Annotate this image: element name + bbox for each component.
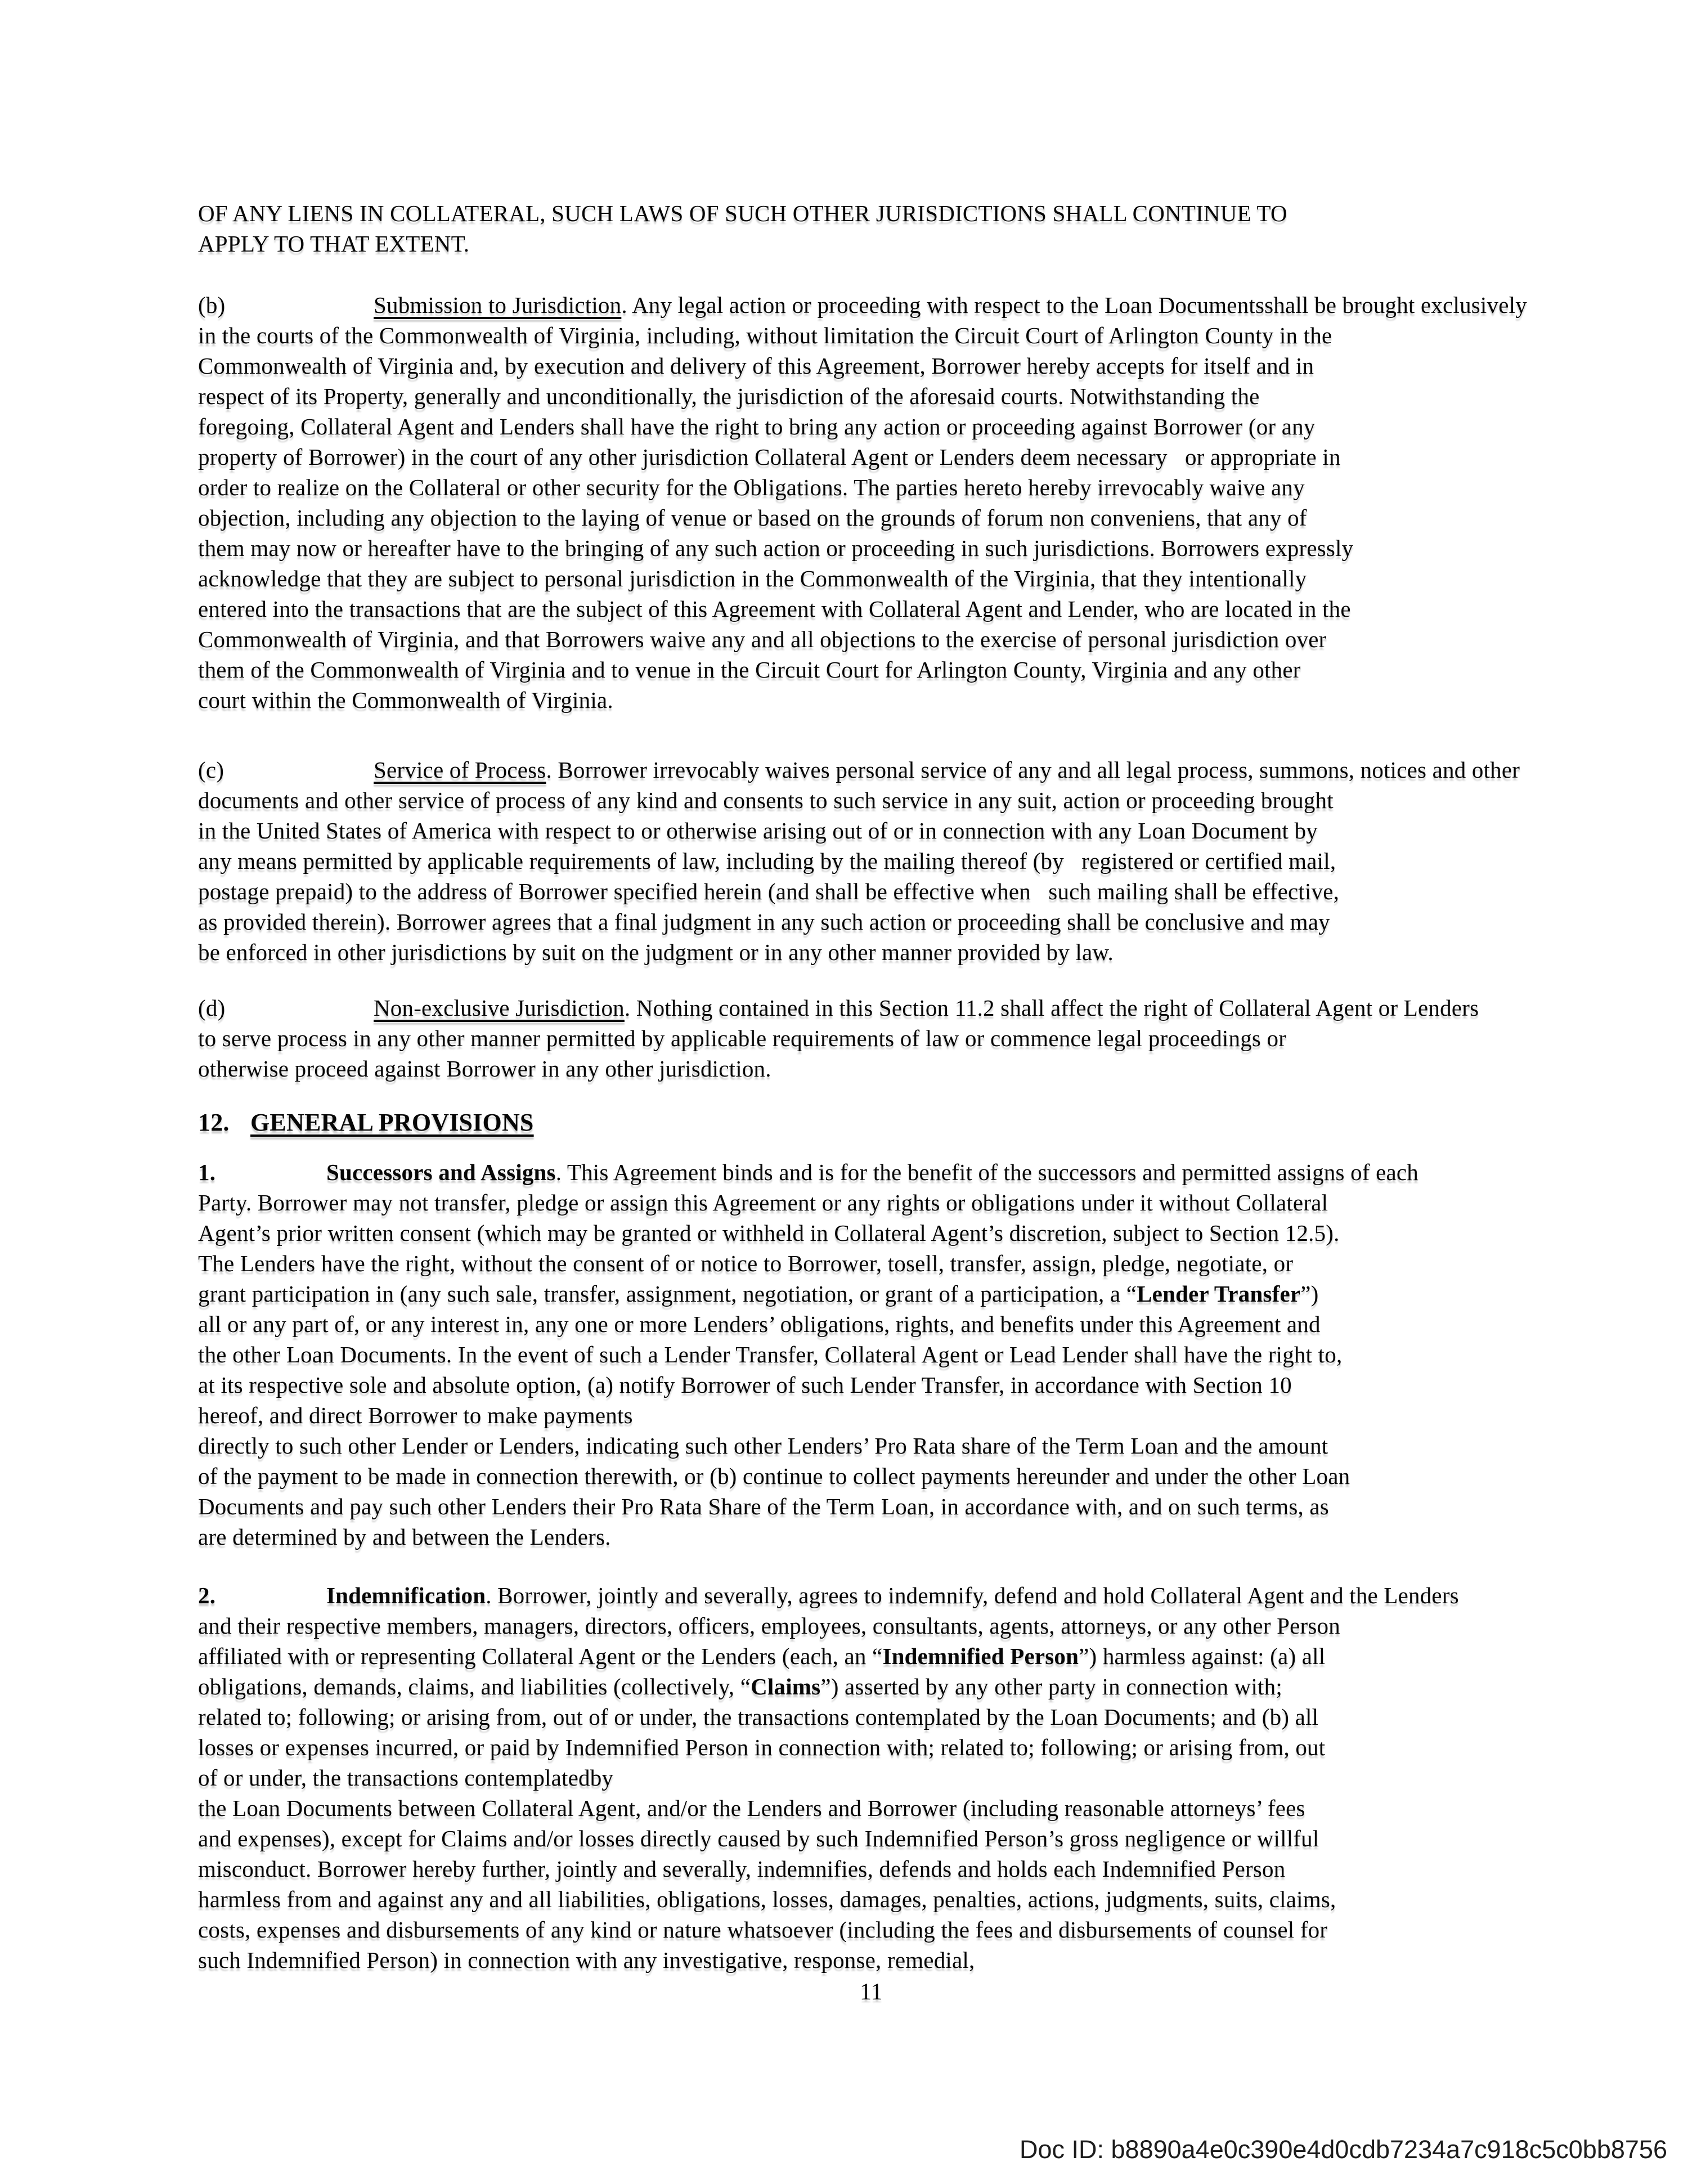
clause-d-non-exclusive-jurisdiction: [198, 993, 1479, 1084]
text-run: them of the Commonwealth of Virginia and to venue in the Circuit Court for Arlington County, Virginia and any other: [198, 657, 1301, 683]
text-line: [198, 1732, 1459, 1763]
text-run: acknowledge that they are subject to personal jurisdiction in the Commonwealth of the Virginia, that they intentionally: [198, 566, 1307, 591]
text-line: [198, 594, 1527, 624]
text-run: ”) asserted by any other party in connection with;: [820, 1674, 1282, 1699]
clause-b-submission-to-jurisdiction: [198, 290, 1527, 715]
text-run: all or any part of, or any interest in, any one or more Lenders’ obligations, rights, and benefits under this Agreement and: [198, 1311, 1321, 1337]
text-run: such Indemnified Person) in connection with any investigative, response, remedial,: [198, 1947, 975, 1973]
text-line: [198, 320, 1527, 351]
text-run: in the courts of the Commonwealth of Virginia, including, without limitation the Circuit Court of Arlington County in the: [198, 322, 1332, 348]
text-run: ”) harmless against: (a) all: [1079, 1643, 1326, 1669]
text-line: [198, 1339, 1418, 1370]
list-label: (c): [198, 757, 225, 783]
item-1-successors-and-assigns: [198, 1157, 1418, 1552]
text-run: them may now or hereafter have to the bringing of any such action or proceeding in such jurisdictions. Borrowers expressly: [198, 535, 1354, 561]
text-line: [198, 1763, 1459, 1793]
text-line: [198, 876, 1520, 907]
text-line: [198, 1157, 1418, 1187]
text-run: otherwise proceed against Borrower in any other jurisdiction.: [198, 1056, 771, 1082]
text-run: . Borrower irrevocably waives personal service of any and all legal process, summons, notices and other: [546, 757, 1520, 783]
text-line: [198, 1107, 534, 1138]
text-line: [198, 1023, 1479, 1053]
text-line: [198, 1248, 1418, 1279]
list-label: 1.: [198, 1159, 216, 1185]
list-label: (d): [198, 995, 226, 1021]
list-label: 2.: [198, 1582, 216, 1608]
list-label: (b): [198, 292, 226, 318]
clause-c-service-of-process: [198, 755, 1520, 967]
text-run: hereof, and direct Borrower to make payments: [198, 1402, 633, 1428]
text-line: [198, 1945, 1459, 1975]
text-line: [198, 472, 1527, 503]
text-run: Service of Process: [374, 757, 546, 783]
text-run: respect of its Property, generally and unconditionally, the jurisdiction of the aforesaid courts. Notwithstanding the: [198, 383, 1260, 409]
text-run: Submission to Jurisdiction: [374, 292, 622, 318]
text-run: the Loan Documents between Collateral Agent, and/or the Lenders and Borrower (including reasonable attorneys’ fees: [198, 1795, 1305, 1821]
text-run: and their respective members, managers, directors, officers, employees, consultants, agents, attorneys, or any other Person: [198, 1613, 1340, 1639]
text-run: at its respective sole and absolute option, (a) notify Borrower of such Lender Transfer, in accordance with Section 10: [198, 1372, 1292, 1398]
text-run: Agent’s prior written consent (which may be granted or withheld in Collateral Agent’s discretion, subject to Section 12.5).: [198, 1220, 1340, 1246]
text-run: order to realize on the Collateral or other security for the Obligations. The parties hereto hereby irrevocably waive any: [198, 474, 1305, 500]
text-run: APPLY TO THAT EXTENT.: [198, 231, 470, 257]
preamble-paragraph: [198, 198, 1287, 259]
text-run: affiliated with or representing Collateral Agent or the Lenders (each, an “: [198, 1643, 883, 1669]
text-line: [198, 624, 1527, 654]
text-line: [198, 503, 1527, 533]
text-run: OF ANY LIENS IN COLLATERAL, SUCH LAWS OF SUCH OTHER JURISDICTIONS SHALL CONTINUE TO: [198, 200, 1287, 226]
text-line: [198, 846, 1520, 876]
text-run: . Nothing contained in this Section 11.2 shall affect the right of Collateral Agent or Lenders: [624, 995, 1479, 1021]
text-run: of or under, the transactions contemplatedby: [198, 1765, 614, 1791]
text-line: [198, 1522, 1418, 1552]
text-run: harmless from and against any and all liabilities, obligations, losses, damages, penalties, actions, judgments, suits, claims,: [198, 1886, 1336, 1912]
text-line: [198, 351, 1527, 381]
text-run: . Any legal action or proceeding with respect to the Loan Documentsshall be brought exclusively: [621, 292, 1527, 318]
text-line: [198, 1400, 1418, 1430]
item-2-indemnification: [198, 1580, 1459, 1975]
text-line: [198, 1884, 1459, 1914]
text-line: [198, 785, 1520, 815]
text-run: Non-exclusive Jurisdiction: [374, 995, 625, 1021]
text-run: Commonwealth of Virginia and, by execution and delivery of this Agreement, Borrower hereby accepts for itself and in: [198, 353, 1314, 379]
text-run: documents and other service of process of any kind and consents to such service in any suit, action or proceeding brought: [198, 787, 1334, 813]
text-run: Documents and pay such other Lenders their Pro Rata Share of the Term Loan, in accordance with, and on such terms, as: [198, 1494, 1329, 1519]
text-run: of the payment to be made in connection therewith, or (b) continue to collect payments hereunder and under the other Loan: [198, 1463, 1350, 1489]
text-line: [198, 1671, 1459, 1702]
text-run: Lender Transfer: [1137, 1281, 1301, 1307]
section-heading: [198, 1107, 534, 1138]
list-label: 12.: [198, 1109, 230, 1136]
text-run: the other Loan Documents. In the event of such a Lender Transfer, Collateral Agent or Lead Lender shall have the right to,: [198, 1342, 1343, 1367]
text-run: Successors and Assigns: [326, 1159, 556, 1185]
text-line: [198, 1370, 1418, 1400]
text-line: [198, 1793, 1459, 1823]
text-line: [198, 1491, 1418, 1522]
text-run: be enforced in other jurisdictions by suit on the judgment or in any other manner provided by law.: [198, 939, 1114, 965]
text-line: [198, 907, 1520, 937]
text-line: [198, 993, 1479, 1023]
text-run: Indemnification: [326, 1582, 486, 1608]
text-line: [198, 381, 1527, 411]
text-run: losses or expenses incurred, or paid by Indemnified Person in connection with; related to; following; or arising from, out: [198, 1734, 1326, 1760]
text-line: [198, 198, 1287, 228]
text-line: [198, 411, 1527, 442]
text-line: [198, 1461, 1418, 1491]
text-line: [198, 1430, 1418, 1461]
text-run: and expenses), except for Claims and/or losses directly caused by such Indemnified Person’s gross negligence or willful: [198, 1826, 1319, 1851]
text-line: [198, 1187, 1418, 1218]
text-run: Party. Borrower may not transfer, pledge or assign this Agreement or any rights or obligations under it without Collateral: [198, 1190, 1328, 1216]
text-line: [198, 1823, 1459, 1854]
text-run: GENERAL PROVISIONS: [250, 1109, 534, 1136]
text-run: . This Agreement binds and is for the benefit of the successors and permitted assigns of each: [555, 1159, 1419, 1185]
text-line: [198, 654, 1527, 685]
text-run: ”): [1300, 1281, 1319, 1307]
text-run: directly to such other Lender or Lenders, indicating such other Lenders’ Pro Rata share of the Term Loan and the amount: [198, 1433, 1328, 1459]
text-run: obligations, demands, claims, and liabilities (collectively, “: [198, 1674, 751, 1699]
text-run: misconduct. Borrower hereby further, jointly and severally, indemnifies, defends and holds each Indemnified Person: [198, 1856, 1286, 1882]
text-run: any means permitted by applicable requirements of law, including by the mailing thereof (by registered or certified mail,: [198, 848, 1336, 874]
text-line: [198, 1279, 1418, 1309]
text-line: [198, 1580, 1459, 1611]
text-run: Indemnified Person: [882, 1643, 1079, 1669]
text-run: Commonwealth of Virginia, and that Borrowers waive any and all objections to the exercise of personal jurisdiction over: [198, 626, 1327, 652]
text-line: [198, 290, 1527, 320]
text-run: postage prepaid) to the address of Borrower specified herein (and shall be effective when such mailing shall be effective,: [198, 878, 1340, 904]
text-line: [198, 228, 1287, 259]
text-run: as provided therein). Borrower agrees that a final judgment in any such action or proceeding shall be conclusive and may: [198, 909, 1330, 935]
text-run: foregoing, Collateral Agent and Lenders shall have the right to bring any action or proceeding against Borrower (or any: [198, 414, 1316, 440]
text-line: [198, 937, 1520, 967]
text-run: entered into the transactions that are the subject of this Agreement with Collateral Agent and Lender, who are located in the: [198, 596, 1351, 622]
text-run: objection, including any objection to the laying of venue or based on the grounds of forum non conveniens, that any of: [198, 505, 1307, 531]
text-line: [198, 1702, 1459, 1732]
text-line: [198, 563, 1527, 594]
text-line: [198, 1053, 1479, 1084]
text-run: to serve process in any other manner permitted by applicable requirements of law or commence legal proceedings or: [198, 1025, 1287, 1051]
text-run: are determined by and between the Lenders.: [198, 1524, 611, 1550]
text-line: [198, 1309, 1418, 1339]
text-line: [198, 815, 1520, 846]
text-line: [198, 1611, 1459, 1641]
text-run: property of Borrower) in the court of any other jurisdiction Collateral Agent or Lenders deem necessary or appropriate in: [198, 444, 1341, 470]
text-line: [198, 533, 1527, 563]
text-run: grant participation in (any such sale, transfer, assignment, negotiation, or grant of a participation, a “: [198, 1281, 1137, 1307]
text-run: court within the Commonwealth of Virginia.: [198, 687, 613, 713]
text-line: [198, 1218, 1418, 1248]
text-run: costs, expenses and disbursements of any kind or nature whatsoever (including the fees and disbursements of counsel for: [198, 1917, 1328, 1943]
text-run: Claims: [751, 1674, 821, 1699]
doc-id: Doc ID: b8890a4e0c390e4d0cdb7234a7c918c5c0bb8756: [1020, 2135, 1667, 2164]
text-line: [198, 1641, 1459, 1671]
text-run: The Lenders have the right, without the consent of or notice to Borrower, tosell, transfer, assign, pledge, negotiate, or: [198, 1250, 1294, 1276]
text-line: [198, 442, 1527, 472]
text-run: in the United States of America with respect to or otherwise arising out of or in connection with any Loan Document by: [198, 818, 1318, 844]
text-run: . Borrower, jointly and severally, agrees to indemnify, defend and hold Collateral Agent and the Lenders: [486, 1582, 1459, 1608]
page-number: 11: [860, 1979, 883, 2005]
text-run: related to; following; or arising from, out of or under, the transactions contemplated by the Loan Documents; and (b) all: [198, 1704, 1319, 1730]
text-line: [198, 1914, 1459, 1945]
text-line: [198, 755, 1520, 785]
text-line: [198, 685, 1527, 715]
text-line: [198, 1854, 1459, 1884]
